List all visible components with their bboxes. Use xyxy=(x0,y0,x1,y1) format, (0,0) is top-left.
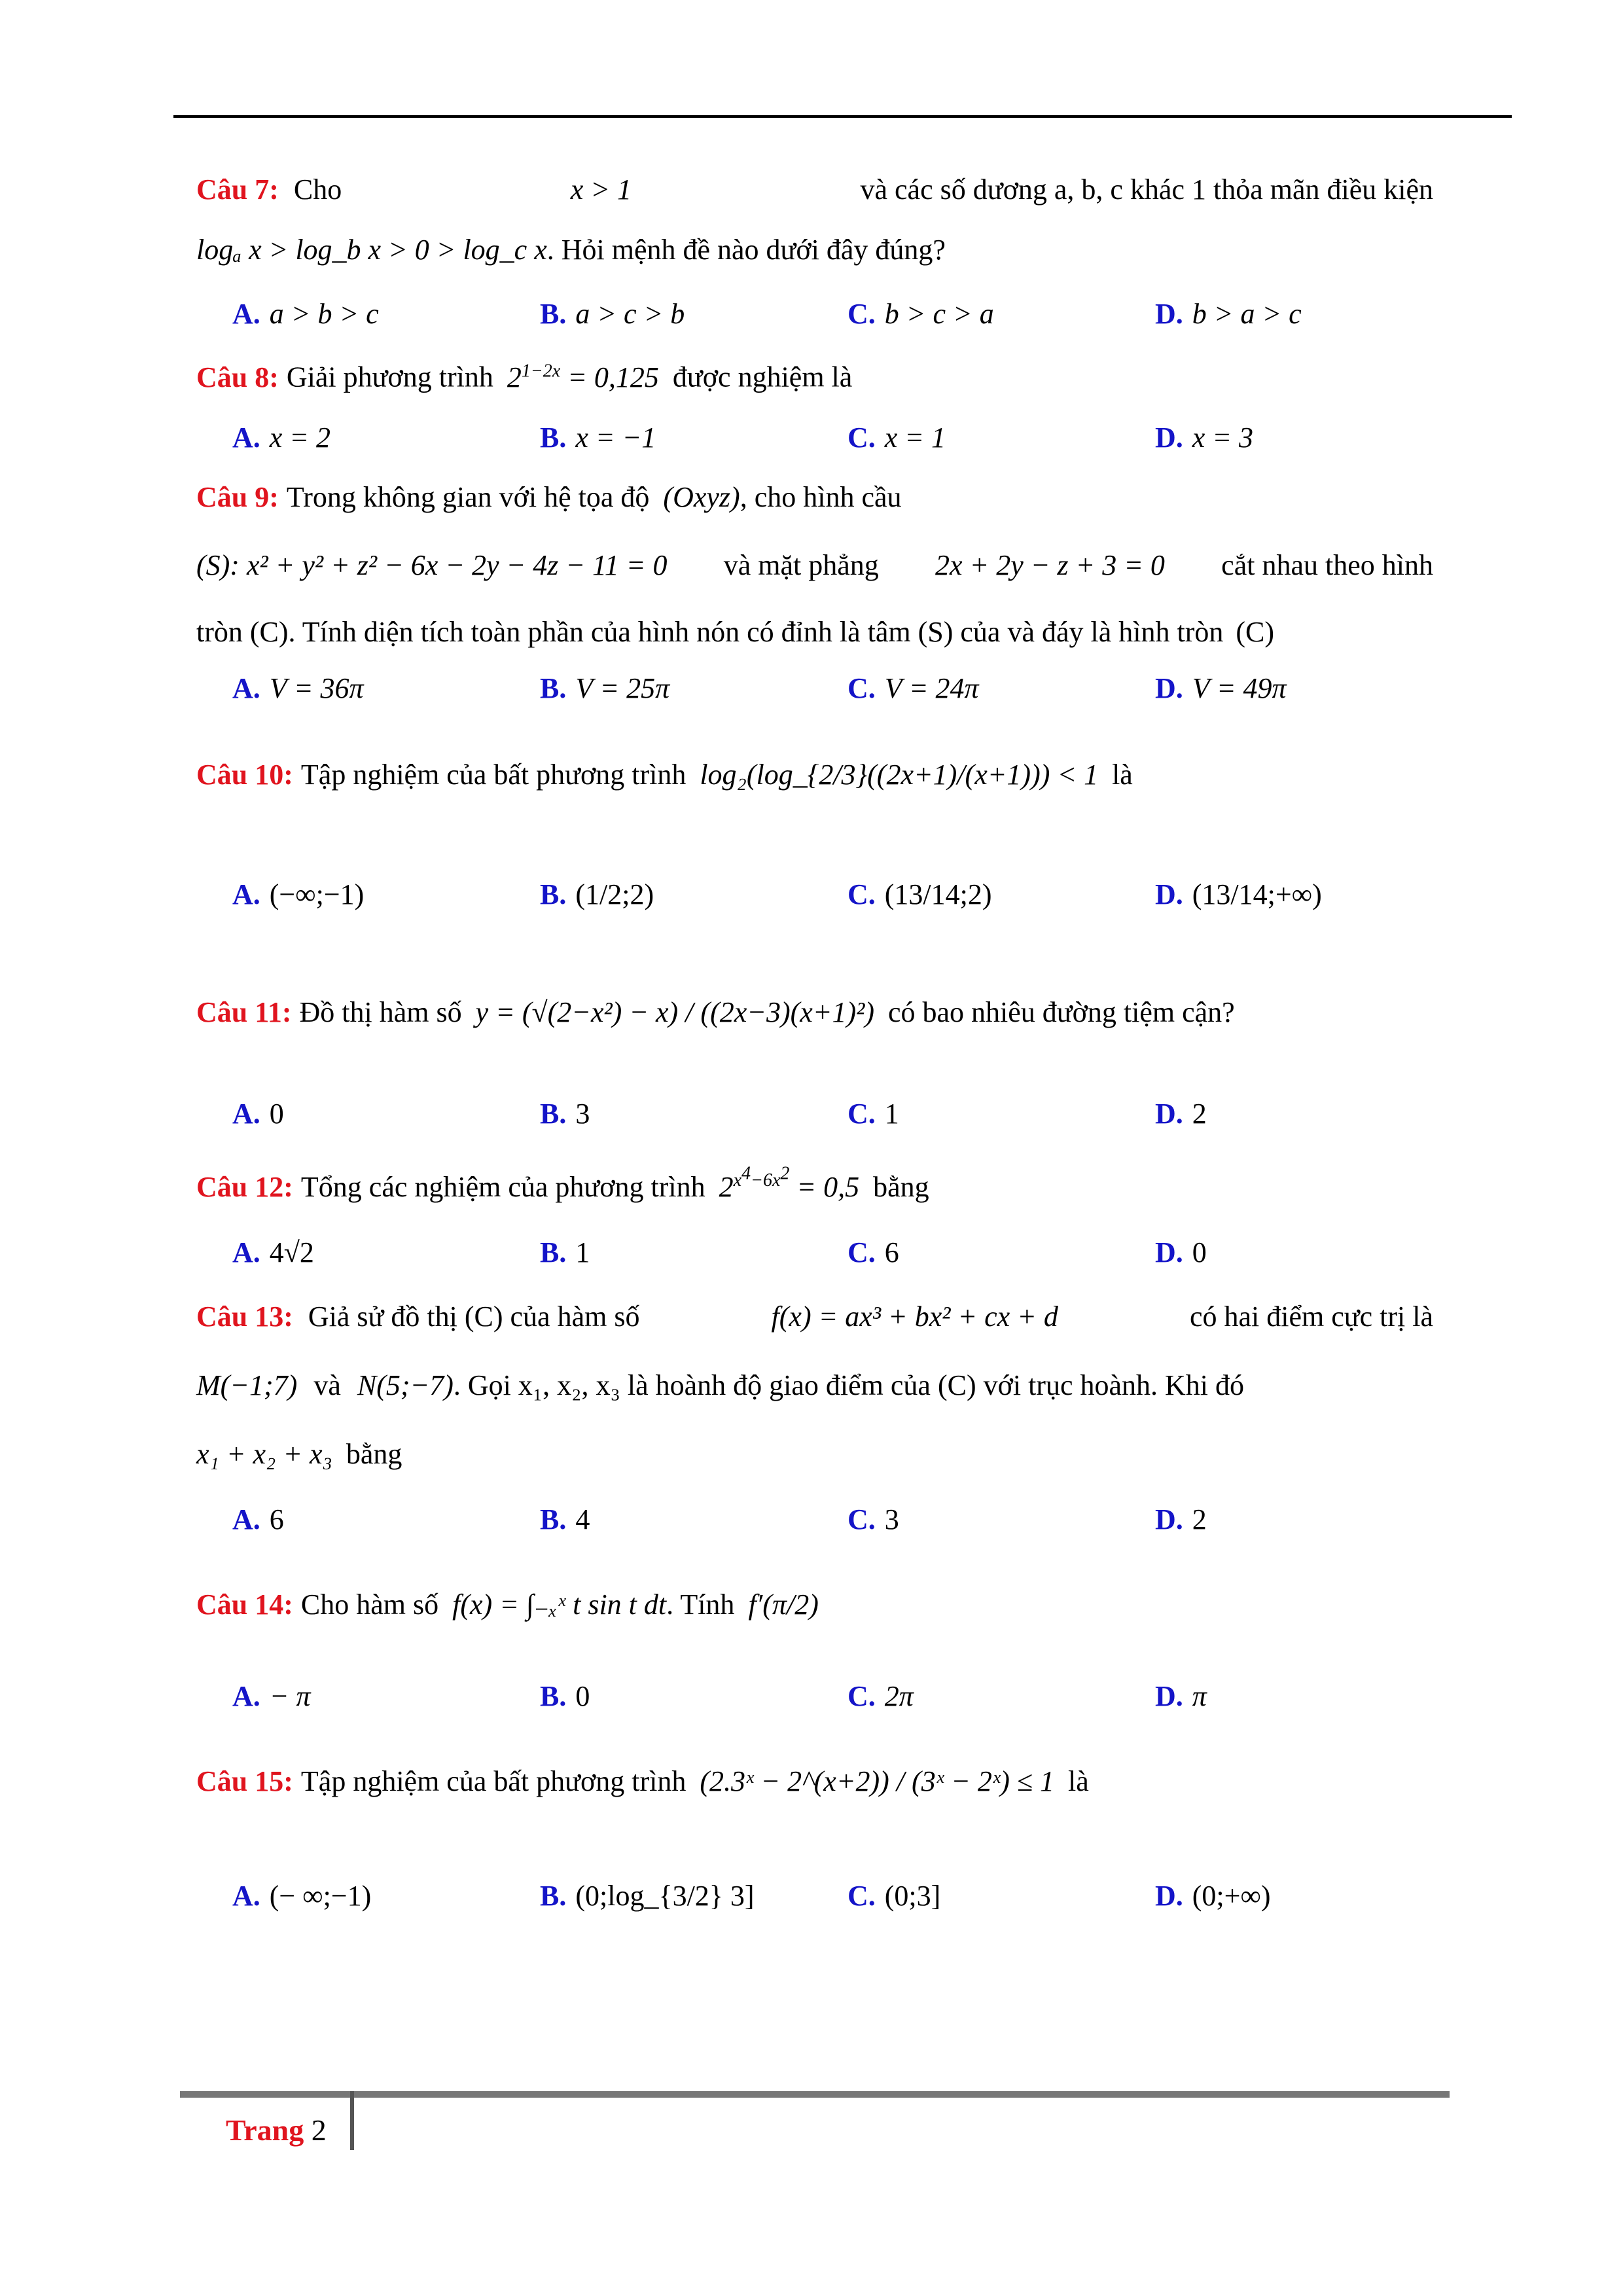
question-13-sum: x₁ + x₂ + x₃ xyxy=(196,1438,332,1470)
q10-option-b: B. (1/2;2) xyxy=(540,878,654,910)
q14-option-c: C. 2π xyxy=(847,1680,914,1712)
q8-option-c: C. x = 1 xyxy=(847,422,946,454)
q14-option-b: B. 0 xyxy=(540,1680,590,1712)
q11-option-b: B. 3 xyxy=(540,1098,590,1130)
question-8-label: Câu 8: xyxy=(196,361,279,393)
question-13-line-1: Câu 13: Giả sử đồ thị (C) của hàm số f(x) = ax³ + bx² + cx + d có hai điểm cực trị là xyxy=(196,1300,1433,1333)
q11-option-c: C. 1 xyxy=(847,1098,899,1130)
question-13-line-2: M(−1;7) và N(5;−7). Gọi x₁, x₂, x₃ là hoành độ giao điểm của (C) với trục hoành. Khi đó xyxy=(196,1369,1245,1401)
question-13-function: f(x) = ax³ + bx² + cx + d xyxy=(771,1300,1058,1333)
question-8-line-1: Câu 8: Giải phương trình $2^{1-2x} = 0,125$ được nghiệm là xyxy=(196,361,853,393)
question-9-line-2: (S): x² + y² + z² − 6x − 2y − 4z − 11 = 0 và mặt phẳng 2x + 2y − z + 3 = 0 cắt nhau theo hình xyxy=(196,549,1433,581)
question-14-derivative: f′(π/2) xyxy=(748,1588,819,1621)
question-15-label: Câu 15: xyxy=(196,1765,293,1797)
question-7-line-1: Câu 7: Cho x > 1 và các số dương a, b, c khác 1 thỏa mãn điều kiện xyxy=(196,173,1433,206)
q8-option-d: D. x = 3 xyxy=(1155,422,1254,454)
question-11-expr: y = (√(2−x²) − x) / ((2x−3)(x+1)²) xyxy=(475,996,874,1028)
q14-option-a: A. − π xyxy=(232,1680,311,1712)
question-9-sphere-eq: (S): x² + y² + z² − 6x − 2y − 4z − 11 = 0 xyxy=(196,549,668,581)
question-7-expr-a: x > 1 xyxy=(570,173,632,206)
q8-option-b: B. x = −1 xyxy=(540,422,656,454)
question-13-point-m: M(−1;7) xyxy=(196,1369,298,1401)
question-8-expr: $2^{1-2x} = 0,125$ xyxy=(507,361,659,393)
question-9-expr-a: (Oxyz) xyxy=(663,481,740,513)
q13-option-d: D. 2 xyxy=(1155,1503,1207,1535)
q12-option-b: B. 1 xyxy=(540,1236,590,1268)
question-15-line-1: Câu 15: Tập nghiệm của bất phương trình (2.3ˣ − 2^(x+2)) / (3ˣ − 2ˣ) ≤ 1 là xyxy=(196,1765,1089,1797)
q10-option-d: D. (13/14;+∞) xyxy=(1155,878,1322,910)
q12-option-a: A. 4√2 xyxy=(232,1236,314,1268)
question-11-label: Câu 11: xyxy=(196,996,292,1028)
q9-option-c: C. V = 24π xyxy=(847,672,979,704)
q10-option-c: C. (13/14;2) xyxy=(847,878,992,910)
q11-option-d: D. 2 xyxy=(1155,1098,1207,1130)
question-13-label: Câu 13: xyxy=(196,1300,293,1333)
question-10-expr: log₂(log_{2/3}((2x+1)/(x+1))) < 1 xyxy=(700,759,1099,791)
question-12-label: Câu 12: xyxy=(196,1170,293,1203)
q14-option-d: D. π xyxy=(1155,1680,1207,1712)
question-14-label: Câu 14: xyxy=(196,1588,293,1621)
q12-option-c: C. 6 xyxy=(847,1236,899,1268)
question-14-line-1: Câu 14: Cho hàm số f(x) = ∫₋ₓˣ t sin t dt. Tính f′(π/2) xyxy=(196,1588,819,1621)
question-11-line-1: Câu 11: Đồ thị hàm số y = (√(2−x²) − x) / ((2x−3)(x+1)²) có bao nhiêu đường tiệm cận? xyxy=(196,996,1235,1028)
q12-option-d: D. 0 xyxy=(1155,1236,1207,1268)
q15-option-a: A. (− ∞;−1) xyxy=(232,1880,372,1912)
q15-option-d: D. (0;+∞) xyxy=(1155,1880,1271,1912)
question-12-line-1: Câu 12: Tổng các nghiệm của phương trình $2^{x^4-6x^2} = 0,5$ bằng xyxy=(196,1164,929,1203)
q15-option-c: C. (0;3] xyxy=(847,1880,941,1912)
q7-option-b: B. a > c > b xyxy=(540,298,685,330)
footer-divider xyxy=(350,2091,354,2150)
footer-rule xyxy=(180,2091,1450,2098)
q7-option-c: C. b > c > a xyxy=(847,298,994,330)
question-7-line-2: logₐ x > log_b x > 0 > log_c x. Hỏi mệnh đề nào dưới đây đúng? xyxy=(196,234,946,266)
q15-option-b: B. (0;log_{3/2} 3] xyxy=(540,1880,755,1912)
page-footer xyxy=(226,2113,327,2147)
question-9-line-3: tròn (C). Tính diện tích toàn phần của hình nón có đỉnh là tâm (S) của và đáy là hình tròn (C) xyxy=(196,616,1275,648)
q13-option-b: B. 4 xyxy=(540,1503,590,1535)
q13-option-a: A. 6 xyxy=(232,1503,284,1535)
question-12-expr: $2^{x^4-6x^2} = 0,5$ xyxy=(719,1164,860,1203)
q9-option-d: D. V = 49π xyxy=(1155,672,1287,704)
q9-option-a: A. V = 36π xyxy=(232,672,364,704)
q7-option-a: A. a > b > c xyxy=(232,298,379,330)
q9-option-b: B. V = 25π xyxy=(540,672,670,704)
question-7-expr-b: logₐ x > log_b x > 0 > log_c x xyxy=(196,234,547,266)
question-13-point-n: N(5;−7) xyxy=(357,1369,454,1401)
question-9-line-1: Câu 9: Trong không gian với hệ tọa độ (Oxyz), cho hình cầu xyxy=(196,481,902,513)
question-10-line-1: Câu 10: Tập nghiệm của bất phương trình log₂(log_{2/3}((2x+1)/(x+1))) < 1 là xyxy=(196,759,1133,791)
question-15-expr: (2.3ˣ − 2^(x+2)) / (3ˣ − 2ˣ) ≤ 1 xyxy=(700,1765,1055,1797)
question-9-plane-eq: 2x + 2y − z + 3 = 0 xyxy=(935,549,1165,581)
q13-option-c: C. 3 xyxy=(847,1503,899,1535)
q11-option-a: A. 0 xyxy=(232,1098,284,1130)
q8-option-a: A. x = 2 xyxy=(232,422,331,454)
question-9-label: Câu 9: xyxy=(196,481,279,513)
question-14-function: f(x) = ∫₋ₓˣ t sin t dt xyxy=(452,1588,667,1621)
q10-option-a: A. (−∞;−1) xyxy=(232,878,365,910)
question-13-line-3: x₁ + x₂ + x₃ bằng xyxy=(196,1438,402,1470)
question-10-label: Câu 10: xyxy=(196,759,293,791)
q7-option-d: D. b > a > c xyxy=(1155,298,1302,330)
footer-label: Trang xyxy=(226,2113,304,2147)
question-7-label: Câu 7: xyxy=(196,173,279,206)
page-number: 2 xyxy=(311,2113,327,2147)
header-rule xyxy=(173,115,1512,118)
